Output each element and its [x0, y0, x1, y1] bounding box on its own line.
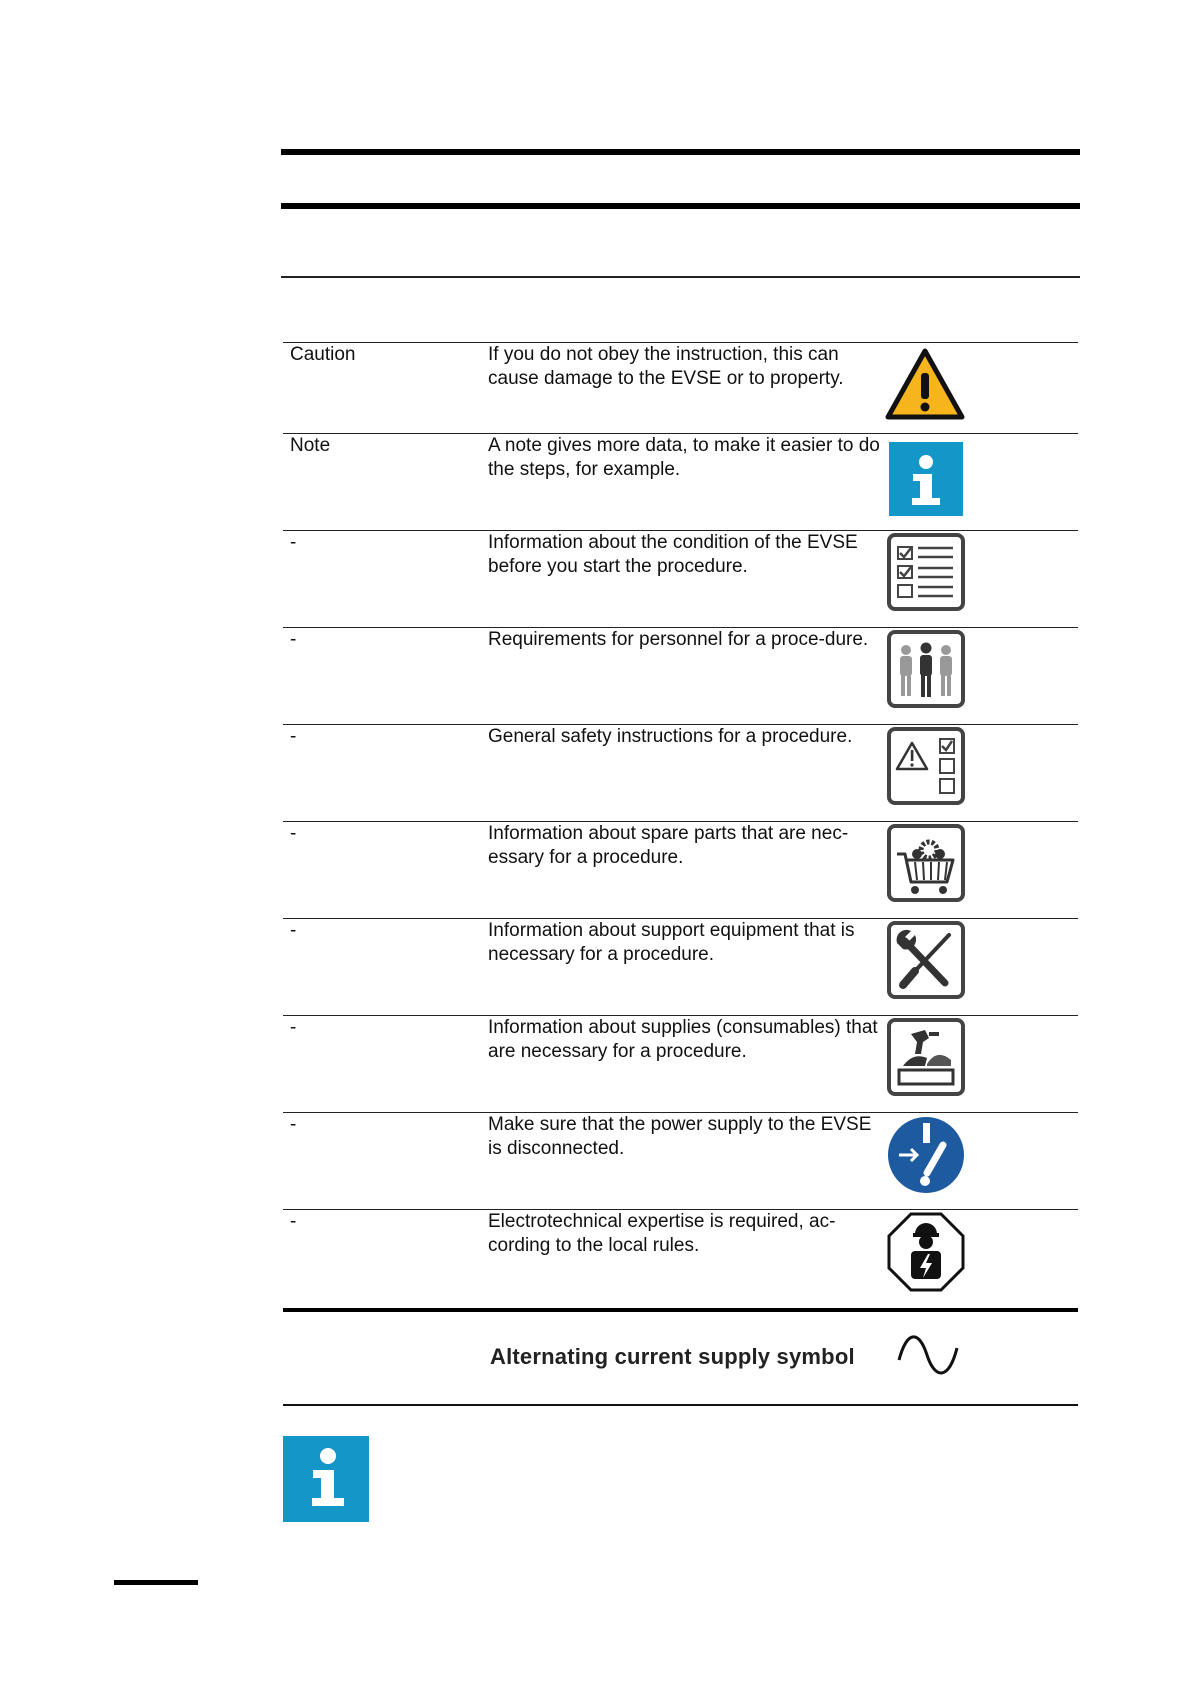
table-row	[283, 1112, 1078, 1211]
spare-parts-cart-icon	[885, 824, 965, 904]
consumables-icon	[885, 1018, 965, 1098]
header-divider	[281, 276, 1080, 278]
row-term: -	[290, 629, 297, 650]
row-term: -	[290, 1017, 297, 1038]
row-description: A note gives more data, to make it easier to do the steps, for example.	[488, 435, 880, 480]
footer-rule	[114, 1580, 198, 1585]
electrician-icon	[885, 1212, 965, 1292]
table-row	[283, 530, 1078, 629]
table-row	[283, 1015, 1078, 1114]
table-row	[283, 724, 1078, 823]
row-term: -	[290, 1211, 297, 1232]
row-term: -	[290, 920, 297, 941]
information-icon	[885, 442, 965, 522]
row-description: Electrotechnical expertise is required, ac-cording to the local rules.	[488, 1211, 836, 1256]
row-term: -	[290, 532, 297, 553]
row-description: If you do not obey the instruction, this can cause damage to the EVSE or to property.	[488, 344, 844, 389]
top-rule-1	[281, 149, 1080, 155]
row-description: Information about supplies (consumables) that are necessary for a procedure.	[488, 1017, 878, 1062]
row-term: -	[290, 1114, 297, 1135]
table-row	[283, 918, 1078, 1017]
information-icon	[283, 1436, 369, 1522]
table-row	[283, 342, 1078, 441]
row-description: General safety instructions for a procedure.	[488, 726, 853, 747]
row-description: Information about the condition of the EVSE before you start the procedure.	[488, 532, 858, 577]
ac-symbol-label: Alternating current supply symbol	[490, 1344, 855, 1369]
personnel-icon	[885, 630, 965, 710]
top-rule-2	[281, 203, 1080, 209]
table-row	[283, 627, 1078, 726]
row-term: Note	[290, 435, 331, 456]
disconnect-power-icon	[885, 1115, 965, 1195]
safety-checklist-icon	[885, 727, 965, 807]
row-description: Requirements for personnel for a proce-dure.	[488, 629, 869, 650]
tools-icon	[885, 921, 965, 1001]
row-term: -	[290, 823, 297, 844]
warning-triangle-icon	[885, 345, 965, 425]
checklist-icon	[885, 533, 965, 613]
row-term: -	[290, 726, 297, 747]
row-term: Caution	[290, 344, 356, 365]
alternating-current-icon	[893, 1330, 963, 1380]
ac-symbol-row	[283, 1308, 1078, 1406]
table-row	[283, 1209, 1078, 1308]
row-description: Make sure that the power supply to the EVSE is disconnected.	[488, 1114, 872, 1159]
table-row	[283, 433, 1078, 532]
row-description: Information about spare parts that are nec-essary for a procedure.	[488, 823, 849, 868]
table-row	[283, 821, 1078, 920]
row-description: Information about support equipment that is necessary for a procedure.	[488, 920, 855, 965]
